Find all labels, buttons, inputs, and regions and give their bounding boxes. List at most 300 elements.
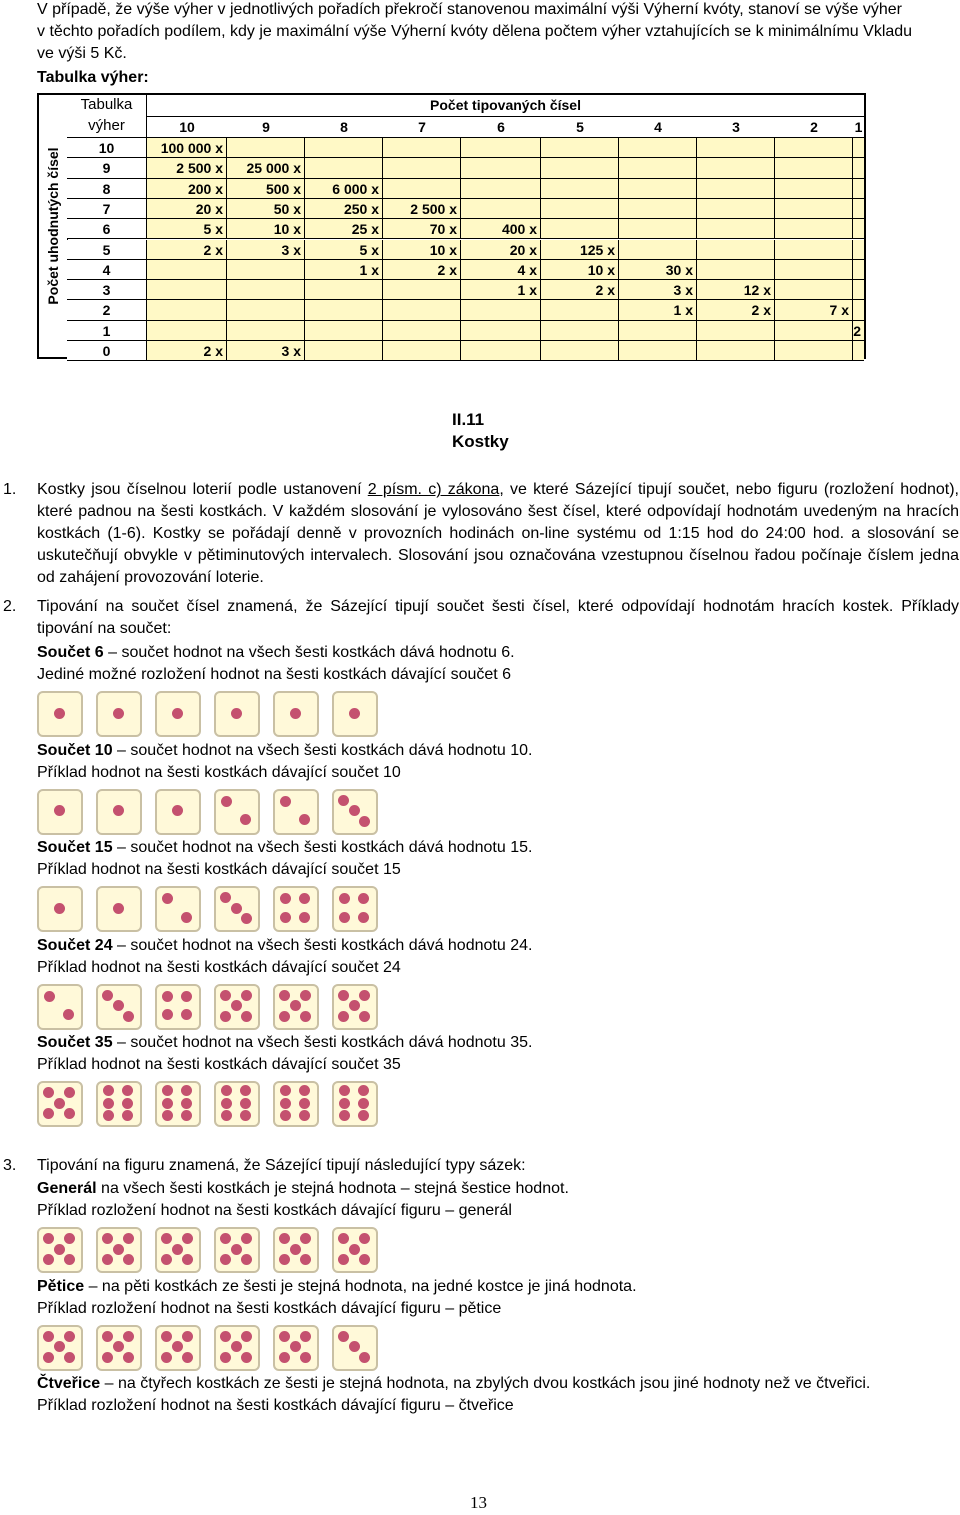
pip-icon [181,991,192,1002]
table-cell [461,321,541,341]
corner-line-2: výher [88,117,125,134]
pip-icon [182,1331,193,1342]
table-cell [147,300,227,320]
pip-icon [339,893,350,904]
die-1-icon [155,691,201,737]
pip-icon [359,1352,370,1363]
item1-number: 1. [3,481,17,498]
table-cell [853,219,864,239]
pip-icon [338,795,349,806]
pip-icon [241,1352,252,1363]
item1-paragraph: Kostky jsou číselnou loterií podle ustanovení 2 písm. c) zákona, ve které Sázející tipují součet, nebo figuru (rozložení hodnot), které padnou na šesti kostkách. V každém slosování je vylosováno šest čísel, které odpovídají hodnotám uvedeným na hracích kostkách (1-6). Kostky se pořádají denně v provozních hodinách on-line systému od 1:15 hod do 24:00 hod. a slosování se uskutečňují obvykle v pětiminutových intervalech. Slosování jsou označována vzestupnou číselnou řadou počínaje číslem jedna od zahájení provozování loterie. [37,481,959,586]
table-cell [697,199,775,219]
table-cell: 10 x [227,219,305,239]
table-cell [697,179,775,199]
table-cell [697,260,775,280]
table-cell [619,179,697,199]
pip-icon [241,990,252,1001]
table-cell: 1 x [619,300,697,320]
pip-icon [54,708,65,719]
table-cell: 10 x [541,260,619,280]
table-cell [775,260,853,280]
pip-icon [162,1009,173,1020]
intro-line-3: ve výši 5 Kč. [37,45,127,62]
die-3-icon [332,789,378,835]
example-head-term: Generál [37,1180,97,1197]
pip-icon [349,805,360,816]
pip-icon [162,1085,173,1096]
table-cell: 50 x [227,199,305,219]
row-header: 4 [67,260,147,280]
pip-icon [349,1244,360,1255]
table-cell [775,199,853,219]
pip-icon [339,1085,350,1096]
pip-icon [290,1244,301,1255]
die-5-icon [155,1325,201,1371]
table-cell: 12 x [697,280,775,300]
pip-icon [162,893,173,904]
table-cell [853,300,864,320]
item3-number: 3. [3,1157,17,1174]
column-header: 1 [853,117,864,138]
pip-icon [358,912,369,923]
pip-icon [181,1085,192,1096]
table-cell: 200 x [147,179,227,199]
example-head-desc: na všech šesti kostkách je stejná hodnota – stejná šestice hodnot. [96,1180,569,1197]
pip-icon [359,990,370,1001]
example-caption: Příklad rozložení hodnot na šesti kostkách dávající figuru – generál [37,1202,512,1219]
table-cell [619,199,697,219]
pip-icon [54,805,65,816]
prize-table [37,93,866,359]
example-head-desc: – součet hodnot na všech šesti kostkách dává hodnotu 6. [103,644,515,661]
die-5-icon [273,1227,319,1273]
pip-icon [279,1011,290,1022]
table-cell [305,280,383,300]
column-header: 3 [697,117,775,138]
pip-icon [349,708,360,719]
pip-icon [240,1110,251,1121]
table-cell: 70 x [383,219,461,239]
pip-icon [300,1352,311,1363]
table-cell [541,179,619,199]
table-cell [775,321,853,341]
pip-icon [123,1011,134,1022]
table-cell [305,300,383,320]
top-header: Počet tipovaných čísel [147,95,864,117]
table-cell [853,158,864,178]
column-header: 2 [775,117,853,138]
table-cell: 2 x [147,240,227,260]
pip-icon [161,1331,172,1342]
pip-icon [63,1009,74,1020]
pip-icon [290,708,301,719]
die-5-icon [37,1081,83,1127]
table-cell [147,280,227,300]
item2-number: 2. [3,598,17,615]
table-cell [775,341,853,361]
table-cell [227,280,305,300]
example-heading [37,935,532,957]
section-title: Kostky [452,432,509,451]
table-cell [461,158,541,178]
pip-icon [358,1085,369,1096]
table-cell: 400 x [461,219,541,239]
pip-icon [279,990,290,1001]
pip-icon [358,1098,369,1109]
pip-icon [241,1011,252,1022]
column-header: 10 [147,117,227,138]
pip-icon [300,990,311,1001]
pip-icon [172,1244,183,1255]
pip-icon [123,1254,134,1265]
pip-icon [102,1331,113,1342]
die-5-icon [214,1325,260,1371]
table-cell [383,179,461,199]
table-cell: 2 500 x [383,199,461,219]
pip-icon [54,1341,65,1352]
pip-icon [359,816,370,827]
pip-icon [182,1352,193,1363]
pip-icon [162,1110,173,1121]
row-header: 6 [67,219,147,239]
die-5-icon [273,1325,319,1371]
die-5-icon [332,984,378,1030]
pip-icon [339,1098,350,1109]
pip-icon [113,1000,124,1011]
table-cell [775,179,853,199]
table-cell [147,260,227,280]
pip-icon [172,805,183,816]
die-4-icon [332,886,378,932]
example-head-desc: – součet hodnot na všech šesti kostkách dává hodnotu 15. [112,839,533,856]
table-cell [853,280,864,300]
example-caption: Příklad hodnot na šesti kostkách dávající součet 35 [37,1056,401,1073]
table-cell [619,158,697,178]
pip-icon [102,1233,113,1244]
pip-icon [279,1352,290,1363]
row-header: 3 [67,280,147,300]
pip-icon [181,1009,192,1020]
table-cell [541,300,619,320]
die-2-icon [273,789,319,835]
die-6-icon [332,1081,378,1127]
example-head-term: Pětice [37,1277,85,1295]
pip-icon [220,892,231,903]
die-5-icon [214,984,260,1030]
pip-icon [54,1098,65,1109]
table-cell: 2 x [541,280,619,300]
column-header: 9 [227,117,305,138]
table-cell [853,240,864,260]
pip-icon [231,903,242,914]
pip-icon [241,913,252,924]
example-head-term: Součet 15 [37,839,113,856]
pip-icon [300,1254,311,1265]
page-number: 13 [470,1493,487,1512]
table-cell [775,240,853,260]
table-cell [619,138,697,158]
die-4-icon [155,984,201,1030]
pip-icon [103,1098,114,1109]
die-3-icon [96,984,142,1030]
example-head-term: Čtveřice [37,1375,101,1392]
column-header: 7 [383,117,461,138]
pip-icon [290,1341,301,1352]
table-cell [383,138,461,158]
table-cell [227,321,305,341]
table-cell: 2 x [383,260,461,280]
pip-icon [220,1233,231,1244]
table-cell [383,158,461,178]
pip-icon [113,1341,124,1352]
example-caption: Příklad rozložení hodnot na šesti kostkách dávající figuru – pětice [37,1299,502,1317]
pip-icon [182,1233,193,1244]
pip-icon [220,1352,231,1363]
table-cell [853,260,864,280]
pip-icon [64,1254,75,1265]
table-cell: 1 x [305,260,383,280]
pip-icon [280,1085,291,1096]
pip-icon [338,1233,349,1244]
pip-icon [220,990,231,1001]
pip-icon [231,1244,242,1255]
pip-icon [162,1098,173,1109]
table-cell: 20 x [461,240,541,260]
pip-icon [122,1098,133,1109]
pip-icon [220,1011,231,1022]
table-cell [697,321,775,341]
example-caption: Příklad hodnot na šesti kostkách dávající součet 24 [37,958,401,976]
table-cell: 1 x [461,280,541,300]
section-number: II.11 [452,410,485,429]
pip-icon [299,1110,310,1121]
table-cell [619,219,697,239]
pip-icon [172,708,183,719]
die-5-icon [273,984,319,1030]
pip-icon [113,805,124,816]
table-cell: 20 x [147,199,227,219]
pip-icon [241,1331,252,1342]
table-cell: 7 x [775,300,853,320]
table-cell: 5 x [305,240,383,260]
example-heading [37,642,515,664]
table-cell [305,321,383,341]
pip-icon [349,1341,360,1352]
row-header: 5 [67,240,147,260]
table-cell [541,219,619,239]
table-cell [775,138,853,158]
die-4-icon [273,886,319,932]
example-heading [37,1178,569,1200]
die-1-icon [273,691,319,737]
law-reference-link[interactable]: 2 písm. c) zákona [367,481,500,498]
pip-icon [122,1085,133,1096]
die-2-icon [37,984,83,1030]
table-cell [541,158,619,178]
pip-icon [161,1352,172,1363]
die-2-icon [155,886,201,932]
pip-icon [240,1085,251,1096]
pip-icon [221,796,232,807]
table-cell: 125 x [541,240,619,260]
pip-icon [300,1011,311,1022]
table-cell [461,300,541,320]
pip-icon [280,912,291,923]
table-cell [461,179,541,199]
table-cell [619,341,697,361]
pip-icon [103,1085,114,1096]
example-caption: Příklad hodnot na šesti kostkách dávající součet 10 [37,763,401,781]
pip-icon [279,1233,290,1244]
row-header: 8 [67,179,147,199]
table-cell [697,158,775,178]
pip-icon [123,1233,134,1244]
table-cell [383,341,461,361]
table-cell [305,138,383,158]
pip-icon [54,903,65,914]
example-caption: Jediné možné rozložení hodnot na šesti kostkách dávající součet 6 [37,666,512,683]
column-header: 4 [619,117,697,138]
die-5-icon [214,1227,260,1273]
pip-icon [231,708,242,719]
pip-icon [181,912,192,923]
pip-icon [359,1233,370,1244]
pip-icon [241,1233,252,1244]
pip-icon [161,1254,172,1265]
pip-icon [359,1254,370,1265]
pip-icon [161,1233,172,1244]
example-heading [37,1373,870,1395]
pip-icon [338,990,349,1001]
item3-paragraph: Tipování na figuru znamená, že Sázející tipují následující typy sázek: [37,1157,526,1174]
pip-icon [123,1352,134,1363]
pip-icon [338,1011,349,1022]
table-cell [775,158,853,178]
table-cell: 2 x [697,300,775,320]
pip-icon [359,1011,370,1022]
pip-icon [220,1254,231,1265]
dice-row [37,1227,378,1273]
die-3-icon [214,886,260,932]
pip-icon [299,1085,310,1096]
table-cell: 25 000 x [227,158,305,178]
pip-icon [280,893,291,904]
die-1-icon [37,886,83,932]
pip-icon [43,1352,54,1363]
pip-icon [279,1254,290,1265]
pip-icon [280,1098,291,1109]
table-cell [461,199,541,219]
table-cell [305,158,383,178]
pip-icon [299,1098,310,1109]
pip-icon [64,1352,75,1363]
example-head-desc: – součet hodnot na všech šesti kostkách dává hodnotu 24. [112,936,533,954]
table-cell [305,341,383,361]
intro-line-1: V případě, že výše výher v jednotlivých pořadích překročí stanovenou maximální výši Výherní kvóty, stanoví se výše výher [37,1,902,18]
die-5-icon [37,1227,83,1273]
table-cell [853,341,864,361]
table-cell: 3 x [227,341,305,361]
pip-icon [221,1098,232,1109]
table-cell [853,179,864,199]
pip-icon [102,1254,113,1265]
table-cell [383,300,461,320]
die-6-icon [96,1081,142,1127]
pip-icon [43,1087,54,1098]
table-cell [541,321,619,341]
example-head-term: Součet 6 [37,644,104,661]
example-caption: Příklad hodnot na šesti kostkách dávající součet 15 [37,861,401,878]
table-cell: 3 x [619,280,697,300]
die-1-icon [332,691,378,737]
pip-icon [64,1087,75,1098]
table-cell [619,240,697,260]
pip-icon [240,814,251,825]
die-6-icon [214,1081,260,1127]
pip-icon [64,1331,75,1342]
pip-icon [358,893,369,904]
pip-icon [181,1098,192,1109]
pip-icon [221,1085,232,1096]
dice-row [37,789,378,835]
pip-icon [338,1331,349,1342]
pip-icon [349,1000,360,1011]
die-5-icon [155,1227,201,1273]
table-cell [775,219,853,239]
table-cell [541,138,619,158]
example-head-term: Součet 24 [37,936,113,954]
row-header: 1 [67,321,147,341]
pip-icon [44,991,55,1002]
table-cell [697,219,775,239]
pip-icon [102,990,113,1001]
column-header: 6 [461,117,541,138]
table-cell [227,300,305,320]
table-title: Tabulka výher: [37,69,149,86]
die-5-icon [37,1325,83,1371]
die-1-icon [96,789,142,835]
die-1-icon [96,886,142,932]
die-1-icon [214,691,260,737]
intro-line-2: v těchto pořadích podílem, kdy je maximální výše Výherní kvóty dělena počtem výher vztahujících se k minimálnímu Vkladu [37,23,913,40]
dice-row [37,886,378,932]
example-caption: Příklad rozložení hodnot na šesti kostkách dávající figuru – čtveřice [37,1397,514,1414]
die-6-icon [155,1081,201,1127]
table-cell: 500 x [227,179,305,199]
pip-icon [181,1110,192,1121]
row-header: 7 [67,199,147,219]
die-3-icon [332,1325,378,1371]
pip-icon [113,903,124,914]
example-head-desc: – součet hodnot na všech šesti kostkách dává hodnotu 10. [112,741,533,759]
table-cell: 3 x [227,240,305,260]
table-cell [697,138,775,158]
side-header: Počet uhodnutých čísel [39,95,68,357]
table-cell [541,199,619,219]
dice-row [37,1325,378,1371]
pip-icon [43,1331,54,1342]
table-cell [697,240,775,260]
pip-icon [231,1341,242,1352]
pip-icon [280,1110,291,1121]
row-header: 9 [67,158,147,178]
pip-icon [113,708,124,719]
die-5-icon [96,1227,142,1273]
table-cell [541,341,619,361]
pip-icon [221,1110,232,1121]
die-1-icon [96,691,142,737]
